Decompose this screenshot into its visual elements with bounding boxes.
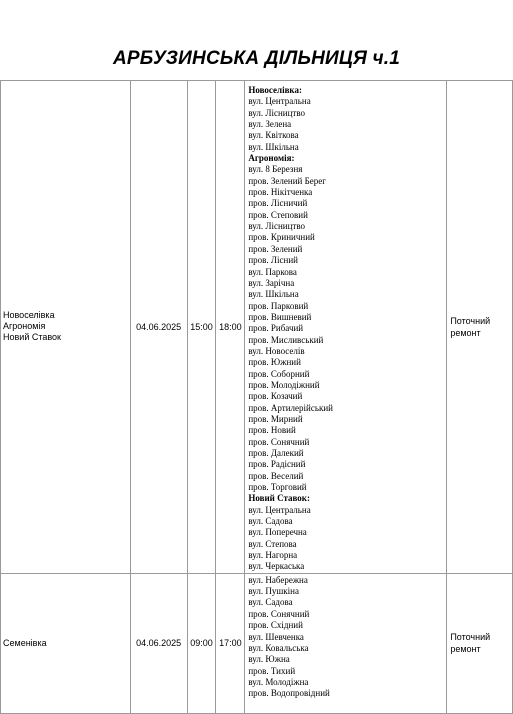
street-item: пров. Парковий xyxy=(248,300,309,311)
settlement-heading: Новий Ставок: xyxy=(248,493,310,504)
street-item: пров. Тихий xyxy=(248,665,296,676)
street-item: вул. Ковальська xyxy=(248,642,309,653)
street-item: пров. Козачий xyxy=(248,391,303,402)
street-item: пров. Мирний xyxy=(248,413,303,424)
street-item: пров. Рибачий xyxy=(248,323,304,334)
reason-cell xyxy=(447,573,513,713)
street-item: вул. Нагорна xyxy=(248,550,298,561)
date-cell: 04.06.2025 xyxy=(130,573,187,713)
street-item: вул. Набережна xyxy=(248,574,308,585)
street-item: вул. Центральна xyxy=(248,504,311,515)
street-item: вул. Пушкіна xyxy=(248,586,299,597)
table-row xyxy=(1,573,513,713)
street-item: вул. Лісництво xyxy=(248,221,306,232)
settlement-name: Новоселівка xyxy=(3,310,55,321)
start-time-cell: 15:00 xyxy=(187,81,216,574)
settlement-name: Новий Ставок xyxy=(3,332,61,343)
streets-cell xyxy=(245,81,447,574)
settlement-heading: Агрономія: xyxy=(248,153,295,164)
street-item: пров. Нікітченка xyxy=(248,187,313,198)
street-item: пров. Лісничий xyxy=(248,198,308,209)
street-item: пров. Лісний xyxy=(248,255,298,266)
street-item: пров. Артилерійський xyxy=(248,402,333,413)
street-item: пров. Радісний xyxy=(248,459,306,470)
settlement-cell xyxy=(1,81,131,574)
street-item: пров. Южний xyxy=(248,357,301,368)
settlement-name: Семенівка xyxy=(3,637,47,648)
end-time-cell: 18:00 xyxy=(216,81,245,574)
street-item: вул. Зарічна xyxy=(248,277,295,288)
street-item: пров. Вишневий xyxy=(248,311,312,322)
street-item: вул. Молодіжна xyxy=(248,676,309,687)
start-time-cell: 09:00 xyxy=(187,573,216,713)
street-item: пров. Сонячний xyxy=(248,436,310,447)
table-row xyxy=(1,81,513,574)
street-item: пров. Мисливський xyxy=(248,334,324,345)
street-item: вул. Лісництво xyxy=(248,107,306,118)
settlement-heading: Новоселівка: xyxy=(248,85,302,95)
reason-text: ремонт xyxy=(450,327,481,338)
street-item: пров. Криничний xyxy=(248,232,315,243)
street-item: пров. Зелений xyxy=(248,243,303,254)
street-item: вул. 8 Березня xyxy=(248,164,303,175)
street-item: пров. Торговий xyxy=(248,482,307,493)
streets-cell xyxy=(245,573,447,713)
settlement-cell xyxy=(1,573,131,713)
street-item: вул. Зелена xyxy=(248,119,292,130)
street-item: пров. Молодіжний xyxy=(248,379,320,390)
street-item: вул. Шкільна xyxy=(248,141,299,152)
street-item: пров. Східний xyxy=(248,620,303,631)
street-item: пров. Соборний xyxy=(248,368,310,379)
street-item: вул. Черкаська xyxy=(248,561,305,572)
street-item: вул. Поперечна xyxy=(248,527,307,538)
street-item: пров. Степовий xyxy=(248,209,308,220)
street-item: вул. Шкільна xyxy=(248,289,299,300)
end-time-cell: 17:00 xyxy=(216,573,245,713)
street-item: вул. Садова xyxy=(248,516,293,527)
street-item: вул. Южна xyxy=(248,654,290,665)
street-item: вул. Новоселів xyxy=(248,345,305,356)
street-item: пров. Веселий xyxy=(248,470,304,481)
street-item: пров. Далекий xyxy=(248,448,304,458)
page-title: АРБУЗИНСЬКА ДІЛЬНИЦЯ ч.1 xyxy=(112,48,401,69)
reason-text: Поточний xyxy=(450,632,491,643)
street-item: пров. Новий xyxy=(248,425,296,436)
street-item: пров. Водопровідний xyxy=(248,688,330,699)
street-item: вул. Центральна xyxy=(248,96,311,107)
date-cell: 04.06.2025 xyxy=(130,81,187,574)
street-item: вул. Шевченка xyxy=(248,631,304,642)
outage-schedule-table xyxy=(0,80,513,714)
reason-cell xyxy=(447,81,513,574)
street-item: пров. Сонячний xyxy=(248,608,310,619)
street-item: вул. Степова xyxy=(248,538,297,549)
street-item: пров. Зелений Берег xyxy=(248,175,326,186)
street-item: вул. Паркова xyxy=(248,266,297,277)
reason-text: Поточний xyxy=(450,315,491,326)
settlement-name: Агрономія xyxy=(3,321,46,332)
street-item: вул. Квіткова xyxy=(248,130,299,141)
street-item: вул. Садова xyxy=(248,597,293,608)
reason-text: ремонт xyxy=(450,644,481,655)
